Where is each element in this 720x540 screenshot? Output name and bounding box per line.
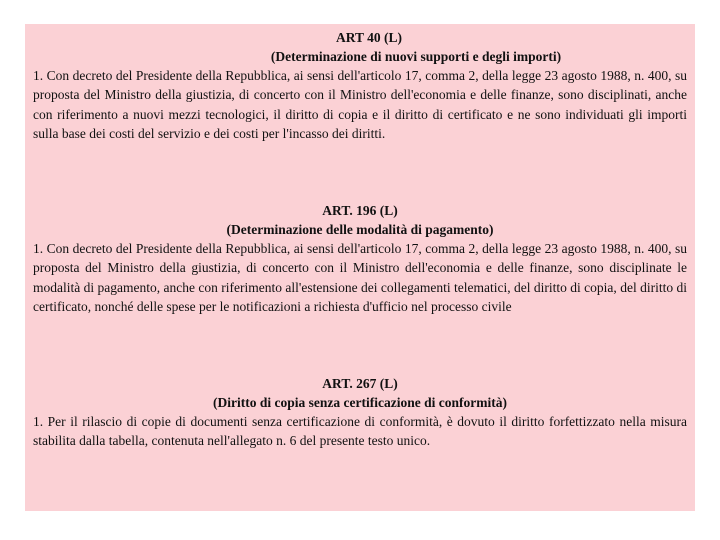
text-panel: [25, 24, 695, 511]
article-title: ART 40 (L): [335, 30, 403, 45]
article-body: 1. Con decreto del Presidente della Repubblica, ai sensi dell'articolo 17, comma 2, della legge 23 agosto 1988, n. 400, su proposta del Ministro della giustizia, di concerto con il Ministro dell'economia e delle finanze, sono disciplinati, anche con riferimento a nuovi mezzi tecnologici, il diritto di copia e il diritto di certificato e ne sono individuati gli importi sulla base dei costi del servizio e dei costi per l'incasso dei diritti.: [33, 68, 687, 142]
article-subtitle: (Determinazione delle modalità di pagamento): [226, 222, 494, 237]
article-body: 1. Con decreto del Presidente della Repubblica, ai sensi dell'articolo 17, comma 2, della legge 23 agosto 1988, n. 400, su proposta del Ministro della giustizia, di concerto con il Ministro dell'economia e delle finanze, sono disciplinate le modalità di pagamento, anche con riferimento all'estensione dei collegamenti telematici, del diritto di copia, del diritto di certificato, nonché delle spese per le notificazioni a richiesta d'ufficio nel processo civile: [33, 241, 687, 315]
article-subtitle: (Diritto di copia senza certificazione di conformità): [213, 395, 507, 410]
article-196: [33, 201, 687, 317]
article-title: ART. 267 (L): [322, 376, 398, 391]
article-body: 1. Per il rilascio di copie di documenti senza certificazione di conformità, è dovuto il diritto forfettizzato nella misura stabilita dalla tabella, contenuta nell'allegato n. 6 del presente testo unico.: [33, 414, 687, 449]
article-title: ART. 196 (L): [322, 203, 398, 218]
article-267: [33, 374, 687, 451]
article-subtitle: (Determinazione di nuovi supporti e degli importi): [270, 49, 562, 64]
article-40: [33, 28, 687, 144]
